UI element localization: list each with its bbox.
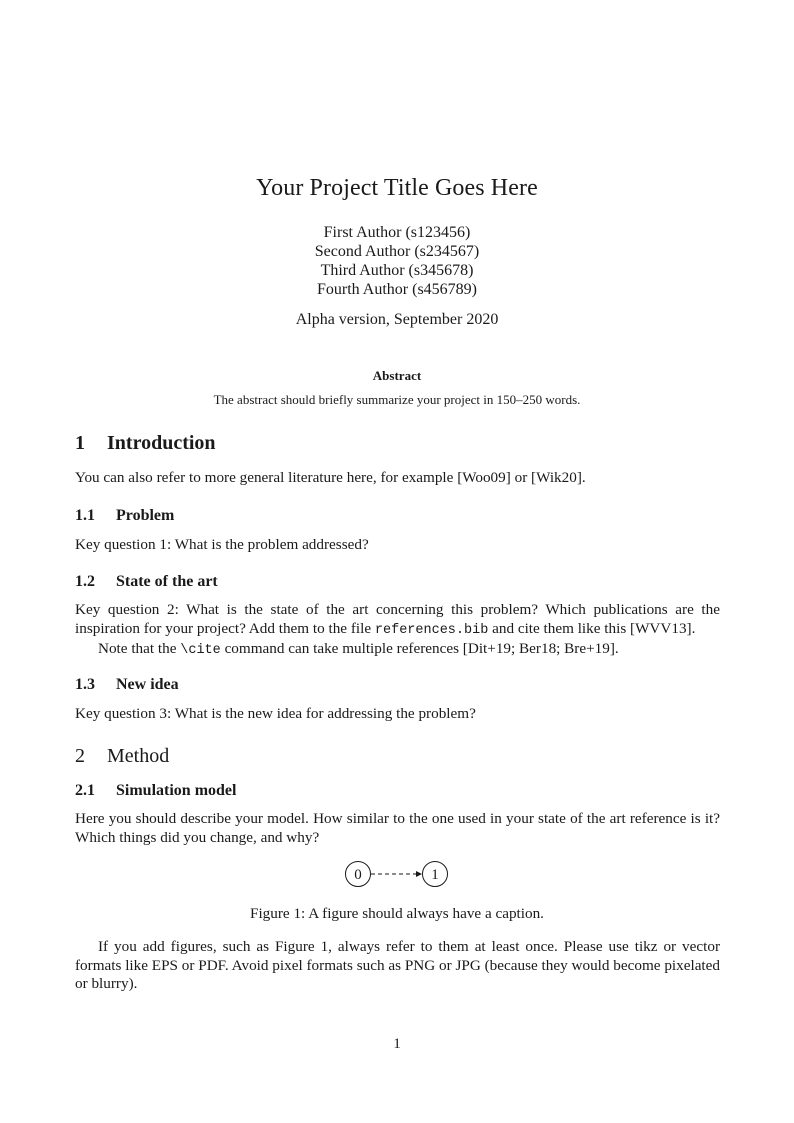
text-run: Key question 2: What is the state of the art concerning this problem? Which publications are the inspiration for your project? Add them to the file bbox=[75, 601, 720, 637]
node-0 bbox=[346, 862, 371, 887]
command-code: \cite bbox=[180, 643, 221, 658]
text-run: command can take multiple references [Dit+19; Ber18; Bre+19]. bbox=[220, 640, 619, 657]
author-2: Second Author (s234567) bbox=[314, 243, 480, 260]
filename-code: references.bib bbox=[374, 622, 489, 638]
paragraph-text: Here you should describe your model. How similar to the one used in your state of the art reference is it? Which things did you change, and why? bbox=[75, 810, 720, 846]
subsection-title: Simulation model bbox=[116, 782, 237, 799]
paragraph-text bbox=[75, 640, 720, 661]
paragraph-text: If you add figures, such as Figure 1, always refer to them at least once. Please use tikz or vector formats like EPS or PDF. Avoid pixel formats such as PNG or JPG (because they would become pixelated or blurry). bbox=[75, 938, 720, 992]
subsection-title: Problem bbox=[116, 507, 175, 524]
figures-paragraph bbox=[75, 938, 720, 994]
svg-text:0: 0 bbox=[354, 867, 362, 883]
paragraph-text: You can also refer to more general literature here, for example [Woo09] or [Wik20]. bbox=[75, 469, 586, 486]
subsection-number: 1.3 bbox=[75, 676, 95, 693]
svg-text:1: 1 bbox=[431, 867, 439, 883]
paragraph-text bbox=[75, 601, 720, 640]
subsection-number: 1.1 bbox=[75, 507, 95, 524]
text-run: Note that the bbox=[98, 640, 181, 657]
subsection-number: 2.1 bbox=[75, 782, 95, 799]
page-number: 1 bbox=[393, 1035, 401, 1052]
subsection-title: State of the art bbox=[116, 573, 218, 590]
paper-date: Alpha version, September 2020 bbox=[295, 311, 499, 328]
new-idea-paragraph bbox=[75, 705, 720, 724]
section-heading-method bbox=[75, 745, 169, 768]
subsection-heading-state-of-the-art bbox=[75, 573, 218, 591]
paragraph-text: Key question 3: What is the new idea for addressing the problem? bbox=[75, 705, 476, 722]
section-title: Introduction bbox=[107, 432, 216, 454]
subsection-heading-simulation-model bbox=[75, 782, 236, 800]
subsection-title: New idea bbox=[116, 676, 179, 693]
author-1: First Author (s123456) bbox=[323, 224, 471, 241]
figure-diagram bbox=[340, 858, 460, 890]
text-run: and cite them like this [WVV13]. bbox=[488, 619, 696, 637]
author-3: Third Author (s345678) bbox=[320, 262, 474, 279]
simulation-paragraph bbox=[75, 810, 720, 847]
subsection-heading-problem bbox=[75, 507, 174, 525]
node-1 bbox=[423, 862, 448, 887]
author-4: Fourth Author (s456789) bbox=[317, 281, 477, 298]
problem-paragraph bbox=[75, 536, 720, 555]
section-number: 2 bbox=[75, 745, 85, 767]
introduction-paragraph bbox=[75, 469, 720, 488]
paper-title: Your Project Title Goes Here bbox=[256, 175, 538, 201]
abstract-heading: Abstract bbox=[372, 368, 422, 383]
section-title: Method bbox=[107, 745, 170, 767]
section-number: 1 bbox=[75, 432, 85, 454]
subsection-heading-new-idea bbox=[75, 676, 179, 694]
figure-caption: Figure 1: A figure should always have a caption. bbox=[250, 905, 544, 922]
state-of-the-art-paragraph bbox=[75, 601, 720, 661]
section-heading-introduction bbox=[75, 432, 216, 455]
abstract-text: The abstract should briefly summarize your project in 150–250 words. bbox=[213, 392, 581, 407]
subsection-number: 1.2 bbox=[75, 573, 95, 590]
paragraph-text: Key question 1: What is the problem addressed? bbox=[75, 536, 369, 553]
